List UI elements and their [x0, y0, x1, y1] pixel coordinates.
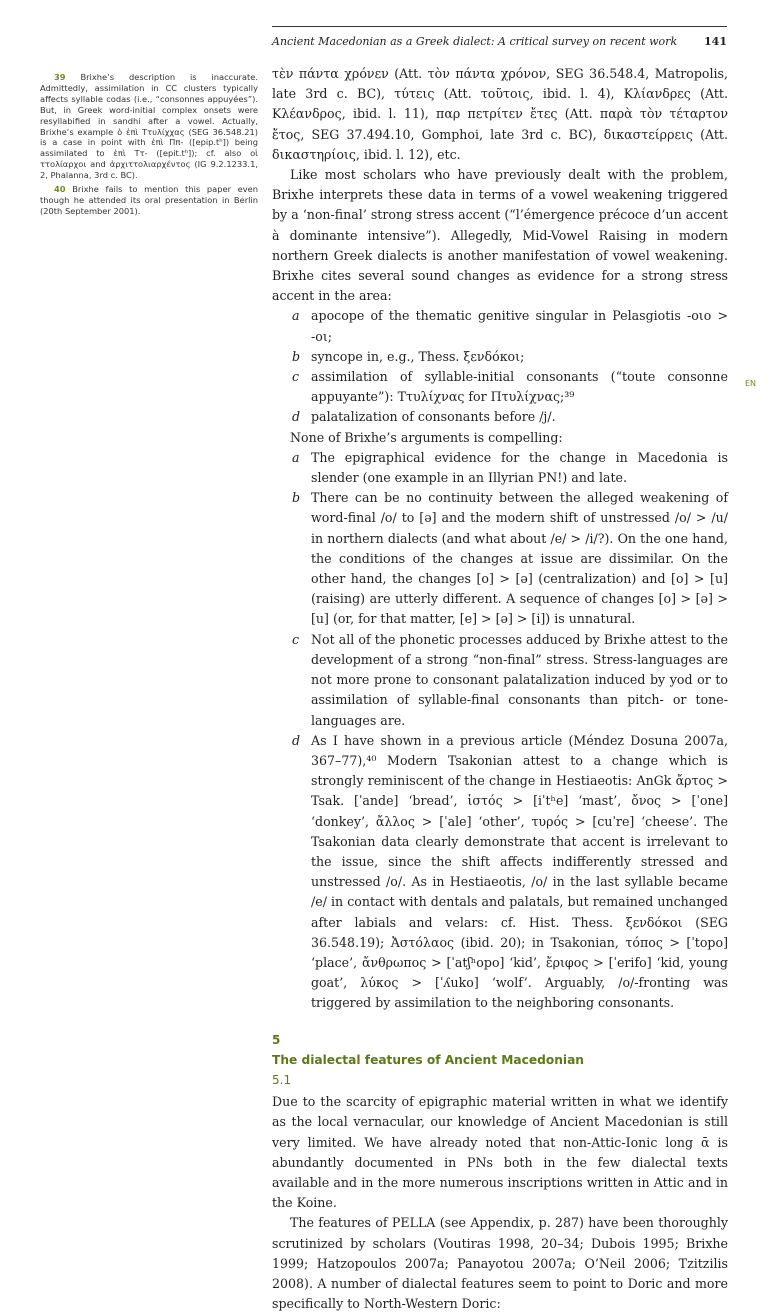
footnote-number: 40	[54, 184, 66, 195]
section-title: The dialectal features of Ancient Macedonian	[272, 1052, 584, 1067]
list-item	[272, 630, 728, 731]
list-item-label: b	[292, 348, 301, 364]
footnote-text: Brixhe fails to mention this paper even though he attended its oral presentation in Berlin (20th September 2001).	[40, 184, 259, 216]
list-item-text: Not all of the phonetic processes adduced by Brixhe attest to the development of a strong “non-final” stress. Stress-languages are not more prone to consonant palatalization induced by yod or to assimilation of syllable-final consonants than pitch- or tone-languages are.	[311, 631, 728, 728]
paragraph-scarcity: Due to the scarcity of epigraphic material written in what we identify as the local vernacular, our knowledge of Ancient Macedonian is still very limited. We have already noted that non-Attic-Ionic long ᾱ is abundantly documented in PNs both in the few dialectal texts available and in the more numerous inscriptions written in Attic and in the Koine.	[272, 1094, 728, 1211]
list-item-text: palatalization of consonants before /j/.	[311, 409, 556, 425]
page-number: 141	[704, 35, 727, 48]
sound-changes-list	[272, 306, 728, 427]
running-title: Ancient Macedonian as a Greek dialect: A critical survey on recent work	[272, 35, 678, 48]
list-item-text: There can be no continuity between the alleged weakening of word-final /o/ to [ə] and the modern shift of unstressed /o/ > /u/ in northern dialects (and what about /e/ > /i/?). On the one hand, the conditions of the changes at issue are dissimilar. On the other hand, the changes [o] > [ə] (centralization) and [o] > [u] (raising) are utterly different. A sequence of changes [o] > [ə] > [u] (or, for that matter, [e] > [ə] > [i]) is unnatural.	[311, 490, 728, 627]
list-item-label: d	[292, 732, 301, 748]
paragraph-continuation: τὲν πάντα χρόνεν (Att. τὸν πάντα χρόνον, SEG 36.548.4, Matropolis, late 3rd c. BC), τύτεις (Att. τοῦτοις, ibid. l. 4), Κλίανδρες (Att. Κλέανδρος, ibid. l. 11), παρ πετρίτεν ἔτες (Att. παρὰ τὸν τέταρτον ἔτος, SEG 37.494.10, Gomphoi, late 3rd c. BC), δικαστείρρεις (Att. δικαστηρίοις, ibid. l. 12), etc.	[272, 66, 728, 162]
list-item	[272, 347, 728, 367]
list-item	[272, 731, 728, 1014]
list-item-label: c	[292, 369, 300, 385]
counterarguments-list	[272, 448, 728, 1014]
list-item-text: As I have shown in a previous article (Méndez Dosuna 2007a, 367–77),⁴⁰ Modern Tsakonian attest to a change which is strongly reminiscent of the change in Hestiaeotis: AnGk ἄρτος > Tsak. [ˈande] ‘bread’, ἱστός > [iˈtʰe] ‘mast’, ὄνος > [ˈone] ‘donkey’, ἄλλος > [ˈale] ‘other’, τυρός > [cuˈre] ‘cheese’. The Tsakonian data clearly demonstrate that accent is irrelevant to the issue, since the shift affects indifferently stressed and unstressed /o/. As in Hestiaeotis, /o/ in the last syllable became /e/ in contact with dentals and palatals, but remained unchanged after labials and velars: cf. Hist. Thess. ξενδόκοι (SEG 36.548.19); Ἀστόλαος (ibid. 20); in Tsakonian, τόπος > [ˈtopo] ‘place’, ἄνθρωπος > [ˈatʃʰopo] ‘kid’, ἔριφος > [ˈerifo] ‘kid, young goat’, λύκος > [ˈʎuko] ‘wolf’. Arguably, /o/-fronting was triggered by assimilation to the neighboring consonants.	[311, 732, 728, 1011]
subsection-number: 5.1	[272, 1072, 292, 1087]
running-header	[272, 26, 727, 48]
footnote-40	[40, 184, 258, 217]
footnote-39	[40, 72, 258, 181]
paragraph-brixhe-interpretation: Like most scholars who have previously dealt with the problem, Brixhe interprets these data in terms of a vowel weakening triggered by a ‘non-final’ strong stress accent (“l’émergence précoce d’un accent à dominante intensive”). Allegedly, Mid-Vowel Raising in modern northern Greek dialects is another manifestation of vowel weakening. Brixhe cites several sound changes as evidence for a strong stress accent in the area:	[272, 167, 728, 304]
list-item-text: The epigraphical evidence for the change in Macedonia is slender (one example in an Illyrian PN!) and late.	[311, 449, 728, 486]
footnote-number: 39	[54, 72, 66, 82]
list-item	[272, 367, 728, 407]
paragraph-pella: The features of PELLA (see Appendix, p. 287) have been thoroughly scrutinized by scholars (Voutiras 1998, 20–34; Dubois 1995; Brixhe 1999; Hatzopoulos 2007a; Panayotou 2007a; O’Neil 2006; Tzitzilis 2008). A number of dialectal features seem to point to Doric and more specifically to North-Western Doric:	[272, 1215, 728, 1312]
list-item-text: syncope in, e.g., Thess. ξενδόκοι;	[311, 348, 525, 364]
footnote-text: Brixhe’s description is inaccurate. Admittedly, assimilation in CC clusters typically affects syllable codas (i.e., “consonnes appuyées”). But, in Greek word-initial complex onsets were resyllabified in sandhi after a vowel. Actually, Brixhe’s example ὁ ἐπὶ Ττυλίχχας (SEG 36.548.21) is a case in point with ἐπὶ Ππ- ([epip.tʰ]) being assimilated to ἐπὶ Ττ- ([epit.tʰ]); cf. also οἱ ττολίαρχοι and ἀρχιττολιαρχέντος (IG 9.2.1233.1, 2, Phalanna, 3rd c. BC).	[40, 72, 258, 181]
list-item	[272, 448, 728, 488]
section-number: 5	[272, 1032, 281, 1047]
language-tag: EN	[745, 379, 757, 388]
list-item	[272, 306, 728, 346]
list-item	[272, 488, 728, 629]
paragraph-lead: None of Brixhe’s arguments is compelling:	[290, 429, 563, 445]
list-item-label: c	[292, 631, 300, 647]
main-text	[272, 64, 728, 1314]
list-item-label: b	[292, 490, 301, 506]
list-item-label: d	[292, 409, 301, 425]
list-item-text: apocope of the thematic genitive singular in Pelasgiotis -οιο > -οι;	[311, 308, 728, 344]
list-item-label: a	[292, 308, 300, 324]
footnotes-column	[40, 72, 258, 220]
list-item-label: a	[292, 449, 300, 465]
list-item	[272, 407, 728, 427]
list-item-text: assimilation of syllable-initial consonants (“toute consonne appuyante”): Ττυλίχνας for Πτυλίχνας;³⁹	[311, 369, 728, 405]
